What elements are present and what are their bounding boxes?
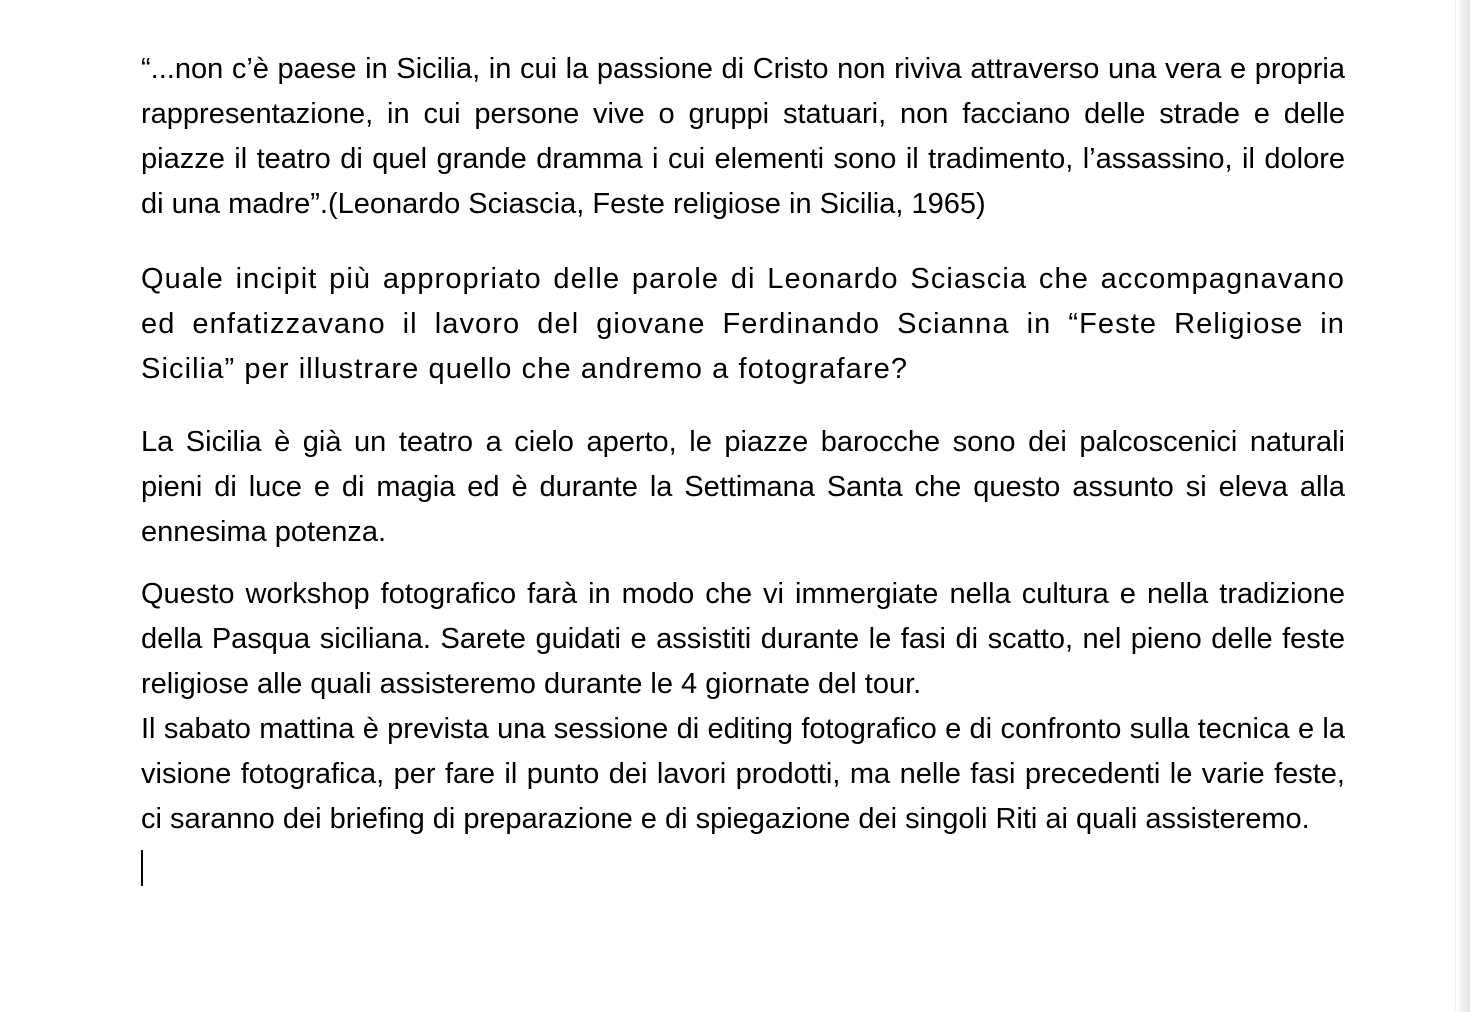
paragraph-intro: La Sicilia è già un teatro a cielo aperto, le piazze barocche sono dei palcoscenici naturali pieni di luce e di magia ed è durante la Settimana Santa che questo assunto si eleva alla ennesima potenza. (141, 426, 1345, 548)
paragraph-workshop: Questo workshop fotografico farà in modo che vi immergiate nella cultura e nella tradizione della Pasqua siciliana. Sarete guidati e assistiti durante le fasi di scatto, nel pieno delle feste religiose alle quali assisteremo durante le 4 giornate del tour. (141, 578, 1345, 700)
paragraph-saturday: Il sabato mattina è prevista una sessione di editing fotografico e di confronto sulla tecnica e la visione fotografica, per fare il punto dei lavori prodotti, ma nelle fasi precedenti le varie feste, ci saranno dei briefing di preparazione e di spiegazione dei singoli Riti ai quali assisteremo. (141, 713, 1345, 835)
paragraph-question: Quale incipit più appropriato delle parole di Leonardo Sciascia che accompagnavano ed enfatizzavano il lavoro del giovane Ferdinando Scianna in “Feste Religiose in Sicilia” per illustrare quello che andremo a fotografare? (141, 263, 1345, 385)
document-body[interactable] (141, 47, 1345, 886)
page-edge-scrollbar[interactable] (1455, 0, 1470, 1012)
text-cursor (141, 850, 143, 886)
paragraph-quote: “...non c’è paese in Sicilia, in cui la passione di Cristo non riviva attraverso una vera e propria rappresentazione, in cui persone vive o gruppi statuari, non facciano delle strade e delle piazze il teatro di quel grande dramma i cui elementi sono il tradimento, l’assassino, il dolore di una madre”.(Leonardo Sciascia, Feste religiose in Sicilia, 1965) (141, 53, 1345, 220)
